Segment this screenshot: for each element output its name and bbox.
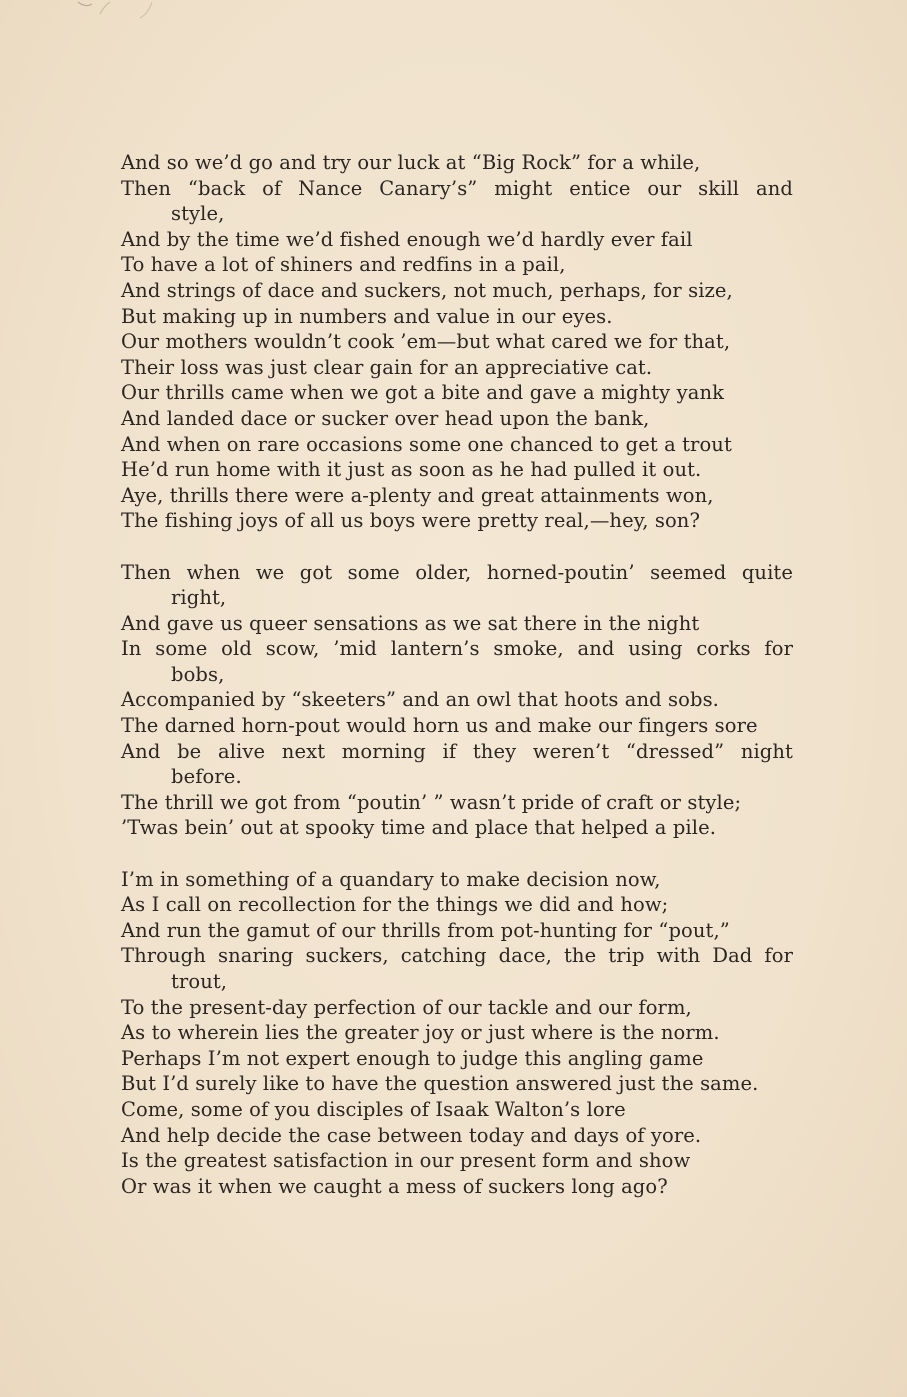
poem-text bbox=[121, 150, 801, 1225]
poem-line: And gave us queer sensations as we sat there in the night bbox=[121, 611, 700, 635]
poem-line: And be alive next morning if they weren’t “dressed” night bbox=[121, 739, 793, 763]
poem-line-continuation: bobs, bbox=[171, 662, 225, 686]
poem-line: And by the time we’d fished enough we’d hardly ever fail bbox=[121, 227, 693, 251]
poem-line: ’Twas bein’ out at spooky time and place that helped a pile. bbox=[121, 816, 717, 840]
poem-line: I’m in something of a quandary to make decision now, bbox=[121, 867, 661, 891]
poem-line: And so we’d go and try our luck at “Big Rock” for a while, bbox=[121, 151, 701, 174]
poem-line: The thrill we got from “poutin’ ” wasn’t pride of craft or style; bbox=[121, 790, 742, 814]
page-corner-mark bbox=[70, 0, 160, 24]
poem-line: Perhaps I’m not expert enough to judge this angling game bbox=[121, 1046, 704, 1070]
poem-line: He’d run home with it just as soon as he had pulled it out. bbox=[121, 458, 702, 482]
poem-line: The darned horn-pout would horn us and make our fingers sore bbox=[121, 714, 758, 738]
poem-line: And strings of dace and suckers, not much, perhaps, for size, bbox=[121, 278, 733, 302]
poem-line: But making up in numbers and value in our eyes. bbox=[121, 304, 613, 328]
poem-line-continuation: right, bbox=[171, 586, 227, 610]
poem-line: As to wherein lies the greater joy or just where is the norm. bbox=[121, 1021, 720, 1045]
poem-line: As I call on recollection for the things we did and how; bbox=[121, 893, 669, 917]
poem-line: And run the gamut of our thrills from pot-hunting for “pout,” bbox=[121, 918, 730, 942]
stanza-2 bbox=[121, 560, 801, 842]
poem-line-continuation: before. bbox=[171, 765, 242, 789]
poem-line: And when on rare occasions some one chanced to get a trout bbox=[121, 432, 732, 456]
stanza-3 bbox=[121, 867, 801, 1200]
poem-line-continuation: style, bbox=[171, 202, 225, 226]
poem-line: Then when we got some older, horned-poutin’ seemed quite bbox=[121, 560, 793, 584]
poem-line: Accompanied by “skeeters” and an owl that hoots and sobs. bbox=[121, 688, 719, 712]
poem-line: Then “back of Nance Canary’s” might entice our skill and bbox=[121, 176, 793, 200]
poem-line: The fishing joys of all us boys were pretty real,—hey, son? bbox=[121, 509, 700, 533]
poem-line: Come, some of you disciples of Isaak Walton’s lore bbox=[121, 1097, 626, 1121]
poem-line: To have a lot of shiners and redfins in a pail, bbox=[121, 253, 566, 277]
poem-line: Aye, thrills there were a-plenty and great attainments won, bbox=[121, 483, 714, 507]
poem-line: Our mothers wouldn’t cook ’em—but what cared we for that, bbox=[121, 330, 731, 354]
stanza-1 bbox=[121, 150, 801, 534]
poem-line: And help decide the case between today and days of yore. bbox=[121, 1123, 702, 1147]
poem-line: Our thrills came when we got a bite and gave a mighty yank bbox=[121, 381, 725, 405]
poem-line-continuation: trout, bbox=[171, 970, 228, 993]
poem-line: To the present-day perfection of our tackle and our form, bbox=[121, 995, 692, 1019]
poem-line: Or was it when we caught a mess of suckers long ago? bbox=[121, 1174, 668, 1198]
poem-line: Through snaring suckers, catching dace, the trip with Dad for bbox=[121, 944, 793, 968]
poem-line: Their loss was just clear gain for an appreciative cat. bbox=[121, 355, 653, 379]
poem-line: But I’d surely like to have the question answered just the same. bbox=[121, 1072, 759, 1096]
poem-line: In some old scow, ’mid lantern’s smoke, and using corks for bbox=[121, 637, 793, 661]
poem-line: Is the greatest satisfaction in our present form and show bbox=[121, 1149, 691, 1173]
poem-line: And landed dace or sucker over head upon the bank, bbox=[121, 406, 650, 430]
